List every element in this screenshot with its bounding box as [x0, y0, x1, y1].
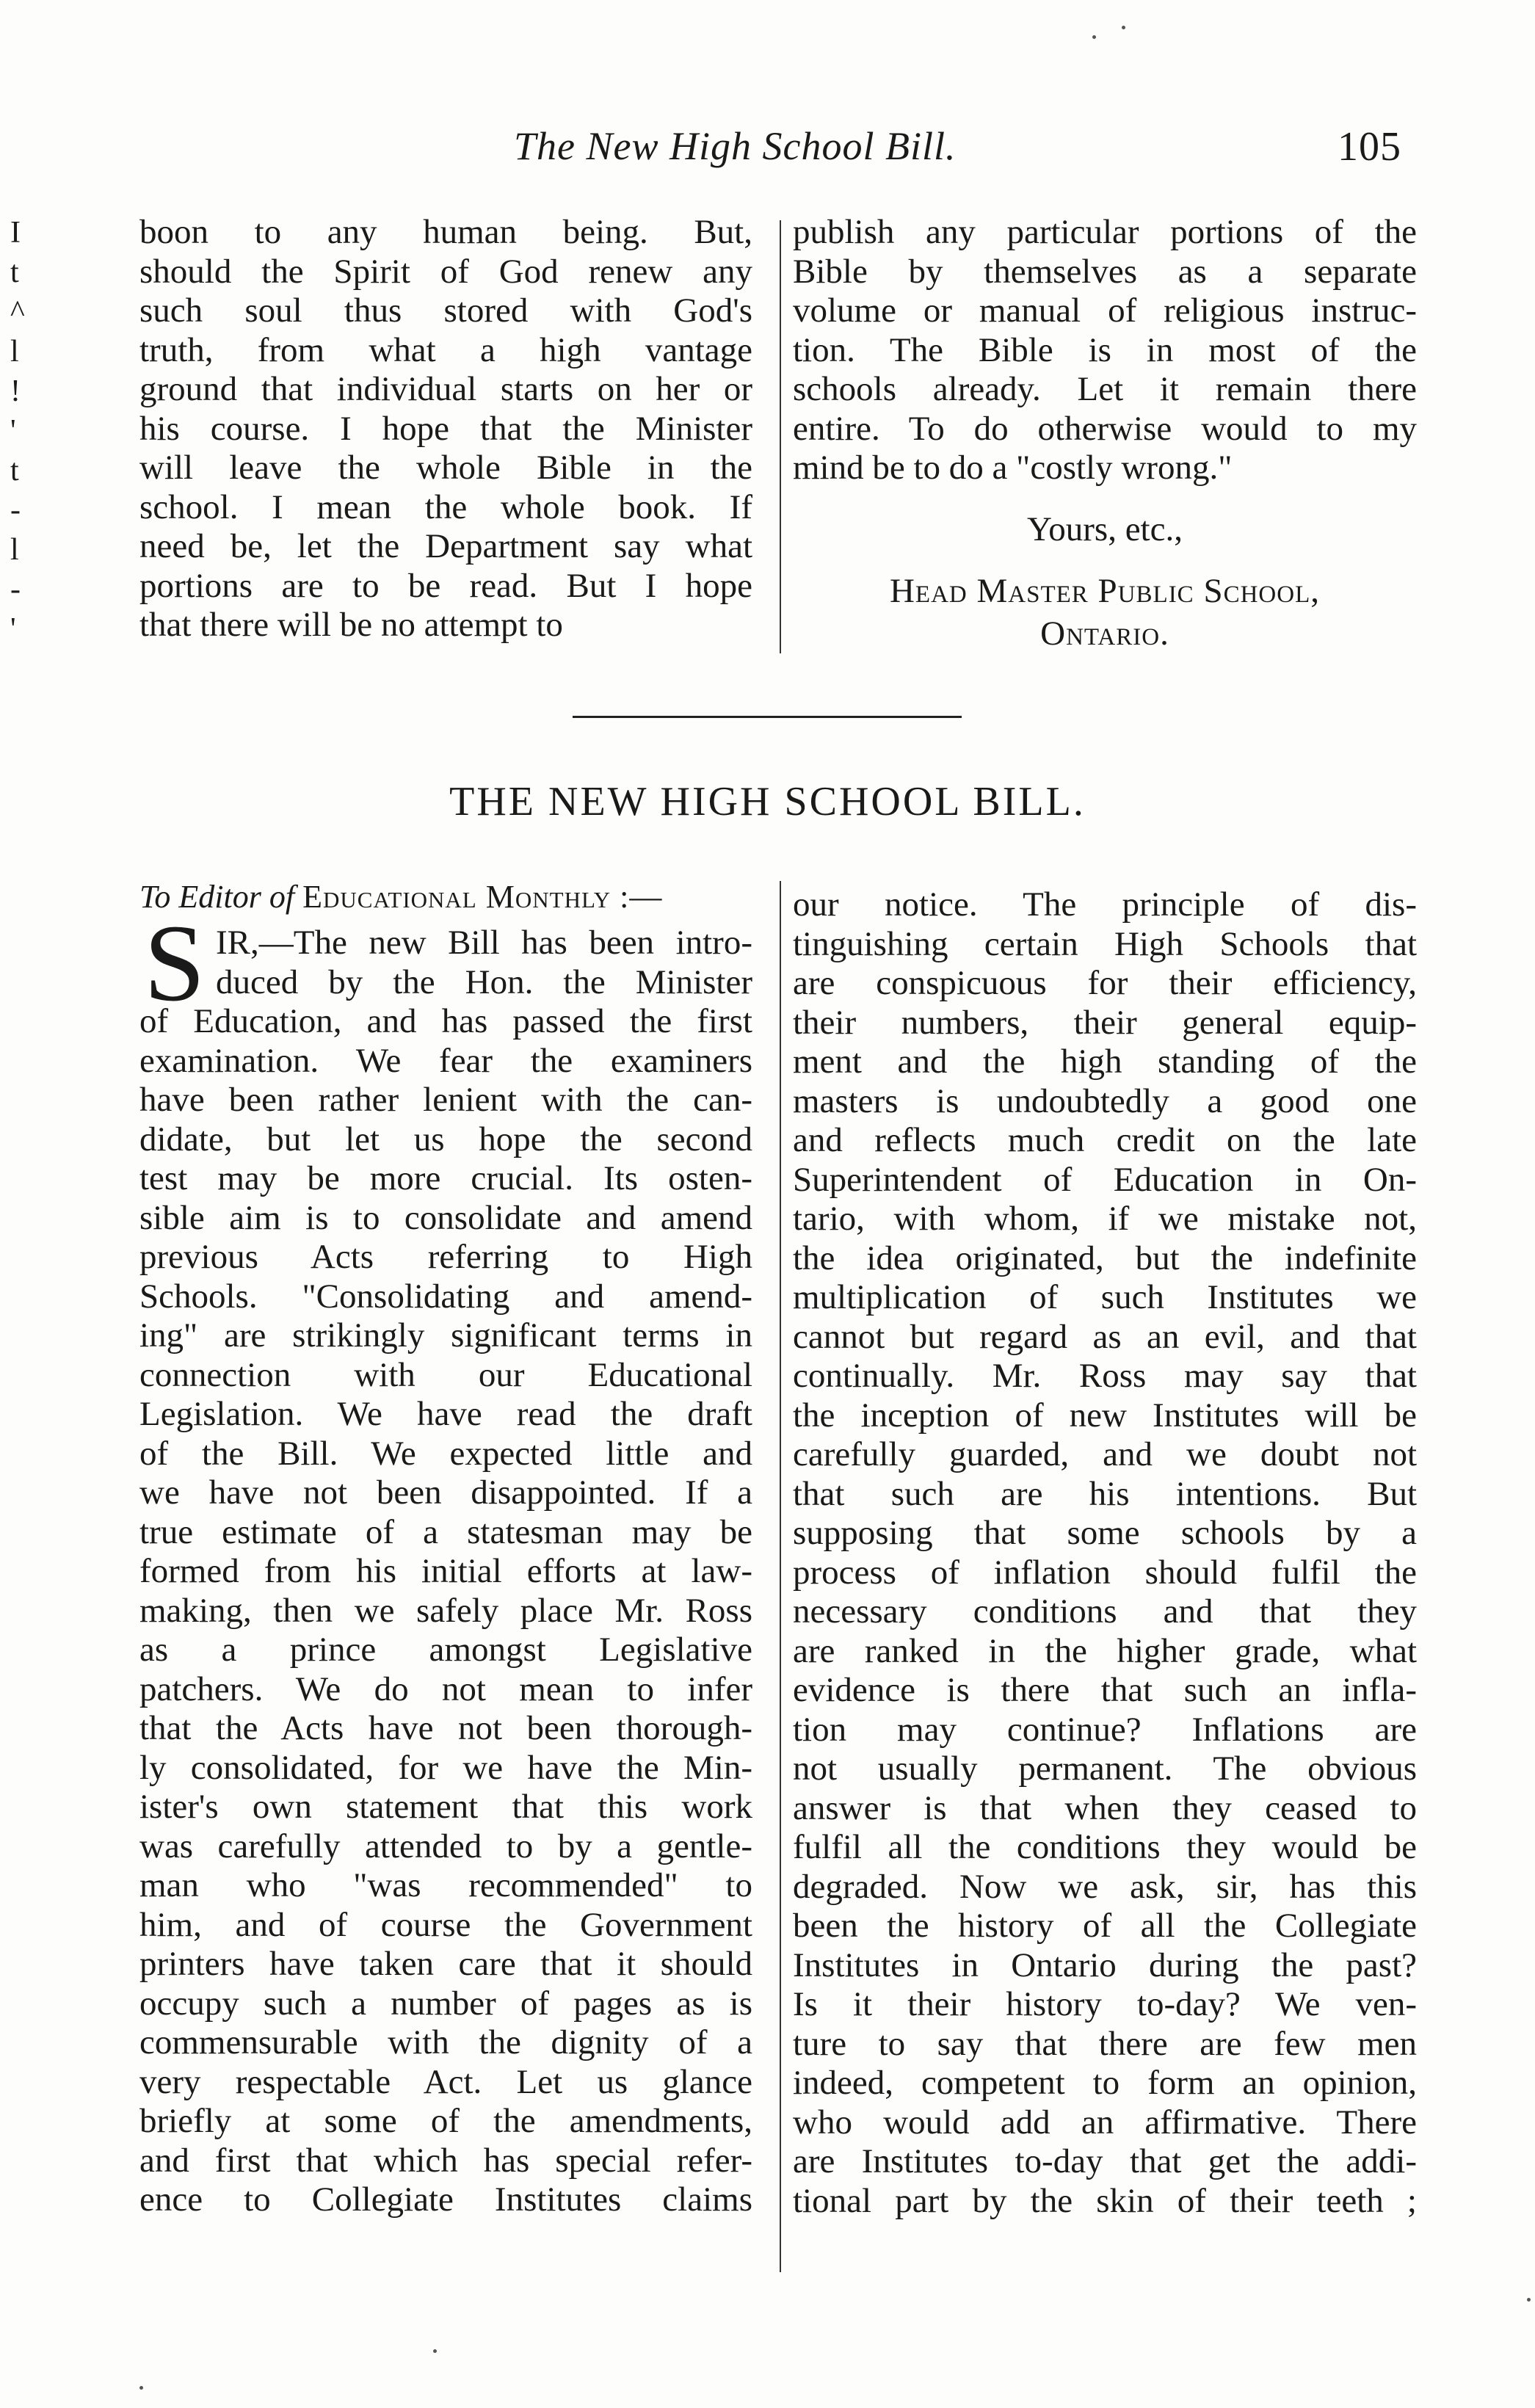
text-line: process of inflation should fulfil the: [793, 1553, 1417, 1592]
text-line: Institutes in Ontario during the past?: [793, 1945, 1417, 1984]
text-line: publish any particular portions of the: [793, 213, 1417, 251]
letter-closing: Yours, etc.,: [1027, 510, 1183, 548]
text-line: are conspicuous for their efficiency,: [793, 964, 1417, 1002]
text-line: schools already. Let it remain there: [793, 370, 1417, 408]
text-line: been the history of all the Collegiate: [793, 1907, 1417, 1945]
text-line: him, and of course the Government: [139, 1905, 752, 1944]
text-line: Bible by themselves as a separate: [793, 252, 1417, 291]
text-line: occupy such a number of pages as is: [139, 1984, 752, 2023]
margin-mark: l: [10, 533, 19, 567]
text-line: entire. To do otherwise would to my: [793, 409, 1417, 448]
previous-letter-left-column: [139, 213, 752, 645]
salutation-caps: Educational Monthly :—: [302, 879, 663, 915]
text-line: mind be to do a "costly wrong.": [793, 449, 1233, 487]
text-line: masters is undoubtedly a good one: [793, 1081, 1417, 1120]
text-line: ing" are strikingly significant terms in: [139, 1316, 752, 1354]
text-line: his course. I hope that the Minister: [139, 409, 752, 448]
text-line: the idea originated, but the indefinite: [793, 1239, 1417, 1277]
margin-mark: t: [10, 255, 19, 289]
text-line: indeed, competent to form an opinion,: [793, 2064, 1417, 2102]
margin-mark: ': [10, 612, 16, 646]
text-line: connection with our Educational: [139, 1355, 752, 1394]
text-line: school. I mean the whole book. If: [139, 487, 752, 526]
margin-mark: !: [10, 374, 21, 408]
text-line: truth, from what a high vantage: [139, 330, 752, 369]
margin-mark: ': [10, 414, 16, 448]
text-line: the inception of new Institutes will be: [793, 1396, 1417, 1435]
running-title: The New High School Bill.: [514, 124, 957, 168]
text-line: didate, but let us hope the second: [139, 1120, 752, 1158]
text-line: commensurable with the dignity of a: [139, 2023, 752, 2061]
salutation-italic: To Editor of: [139, 879, 295, 915]
text-line: ture to say that there are few men: [793, 2024, 1417, 2063]
text-line: as a prince amongst Legislative: [139, 1631, 752, 1669]
text-line: boon to any human being. But,: [139, 213, 752, 251]
text-line: printers have taken care that it should: [139, 1945, 752, 1983]
text-line: volume or manual of religious instruc-: [793, 291, 1417, 330]
text-line: patchers. We do not mean to infer: [139, 1669, 752, 1708]
article-left-column: [139, 924, 752, 2220]
text-line: Schools. "Consolidating and amend-: [139, 1277, 752, 1316]
text-line: our notice. The principle of dis-: [793, 885, 1417, 924]
margin-mark: ^: [10, 295, 25, 329]
text-line: answer is that when they ceased to: [793, 1788, 1417, 1827]
text-line: briefly at some of the amendments,: [139, 2102, 752, 2140]
text-line: tion. The Bible is in most of the: [793, 330, 1417, 369]
text-line: of Education, and has passed the first: [139, 1002, 752, 1040]
text-line: supposing that some schools by a: [793, 1514, 1417, 1552]
margin-mark: I: [10, 216, 21, 250]
text-line: evidence is there that such an infla-: [793, 1671, 1417, 1709]
text-line: duced by the Hon. the Minister: [216, 962, 752, 1001]
text-line: tion may continue? Inflations are: [793, 1710, 1417, 1749]
margin-marks: [10, 213, 40, 649]
text-line: tinguishing certain High Schools that: [793, 924, 1417, 963]
column-divider-top: [780, 220, 781, 653]
article-title: THE NEW HIGH SCHOOL BILL.: [449, 779, 1086, 824]
text-line: man who "was recommended" to: [139, 1866, 752, 1904]
text-line: IR,—The new Bill has been intro-: [216, 924, 752, 962]
article-right-column: [793, 885, 1417, 2221]
text-line: need be, let the Department say what: [139, 527, 752, 565]
text-line: and first that which has special refer-: [139, 2141, 752, 2180]
text-line: previous Acts referring to High: [139, 1238, 752, 1276]
text-line: ment and the high standing of the: [793, 1042, 1417, 1081]
margin-mark: -: [10, 573, 21, 606]
text-line: ence to Collegiate Institutes claims: [139, 2180, 752, 2219]
margin-mark: t: [10, 454, 19, 487]
text-line: we have not been disappointed. If a: [139, 1473, 752, 1512]
text-line: of the Bill. We expected little and: [139, 1434, 752, 1473]
text-line: ly consolidated, for we have the Min-: [139, 1748, 752, 1787]
print-speck: [1092, 35, 1096, 39]
text-line: and reflects much credit on the late: [793, 1121, 1417, 1159]
text-line: ister's own statement that this work: [139, 1788, 752, 1826]
text-line: examination. We fear the examiners: [139, 1041, 752, 1080]
text-line: sible aim is to consolidate and amend: [139, 1198, 752, 1237]
text-line: Legislation. We have read the draft: [139, 1395, 752, 1433]
previous-letter-right-column: [793, 213, 1417, 488]
text-line: true estimate of a statesman may be: [139, 1512, 752, 1551]
print-speck: [1527, 2298, 1531, 2302]
text-line: continually. Mr. Ross may say that: [793, 1357, 1417, 1395]
text-line: ground that individual starts on her or: [139, 370, 752, 408]
text-line: are ranked in the higher grade, what: [793, 1631, 1417, 1670]
text-line: have been rather lenient with the can-: [139, 1081, 752, 1119]
text-line: formed from his initial efforts at law-: [139, 1552, 752, 1590]
page-number: 105: [1338, 124, 1401, 170]
text-line: tario, with whom, if we mistake not,: [793, 1200, 1417, 1238]
text-line: that there will be no attempt to: [139, 606, 563, 644]
text-line: will leave the whole Bible in the: [139, 449, 752, 487]
text-line: that the Acts have not been thorough-: [139, 1709, 752, 1747]
text-line: portions are to be read. But I hope: [139, 566, 752, 605]
text-line: tional part by the skin of their teeth ;: [793, 2181, 1417, 2220]
text-line: should the Spirit of God renew any: [139, 252, 752, 291]
text-line: multiplication of such Institutes we: [793, 1278, 1417, 1316]
letter-signature-line2: Ontario.: [1040, 614, 1169, 653]
text-line: such soul thus stored with God's: [139, 291, 752, 330]
text-line: that such are his intentions. But: [793, 1474, 1417, 1513]
text-line: who would add an affirmative. There: [793, 2103, 1417, 2142]
text-line: test may be more crucial. Its osten-: [139, 1159, 752, 1197]
print-speck: [1122, 26, 1125, 29]
text-line: very respectable Act. Let us glance: [139, 2062, 752, 2101]
text-line: Is it their history to-day? We ven-: [793, 1985, 1417, 2023]
text-line: are Institutes to-day that get the addi-: [793, 2142, 1417, 2180]
text-line: necessary conditions and that they: [793, 1592, 1417, 1631]
text-line: Superintendent of Education in On-: [793, 1160, 1417, 1199]
section-divider-rule: [573, 716, 962, 718]
print-speck: [433, 2349, 437, 2353]
column-divider-bottom: [780, 881, 781, 2272]
drop-cap: S: [144, 902, 206, 1024]
margin-mark: -: [10, 493, 21, 527]
text-line: carefully guarded, and we doubt not: [793, 1435, 1417, 1473]
margin-mark: l: [10, 335, 19, 369]
print-speck: [139, 2386, 143, 2390]
salutation: [139, 878, 662, 915]
text-line: not usually permanent. The obvious: [793, 1749, 1417, 1788]
text-line: making, then we safely place Mr. Ross: [139, 1591, 752, 1630]
text-line: degraded. Now we ask, sir, has this: [793, 1867, 1417, 1906]
text-line: cannot but regard as an evil, and that: [793, 1317, 1417, 1356]
letter-signature-line1: Head Master Public School,: [889, 572, 1320, 610]
text-line: fulfil all the conditions they would be: [793, 1828, 1417, 1866]
text-line: their numbers, their general equip-: [793, 1003, 1417, 1042]
text-line: was carefully attended to by a gentle-: [139, 1827, 752, 1865]
